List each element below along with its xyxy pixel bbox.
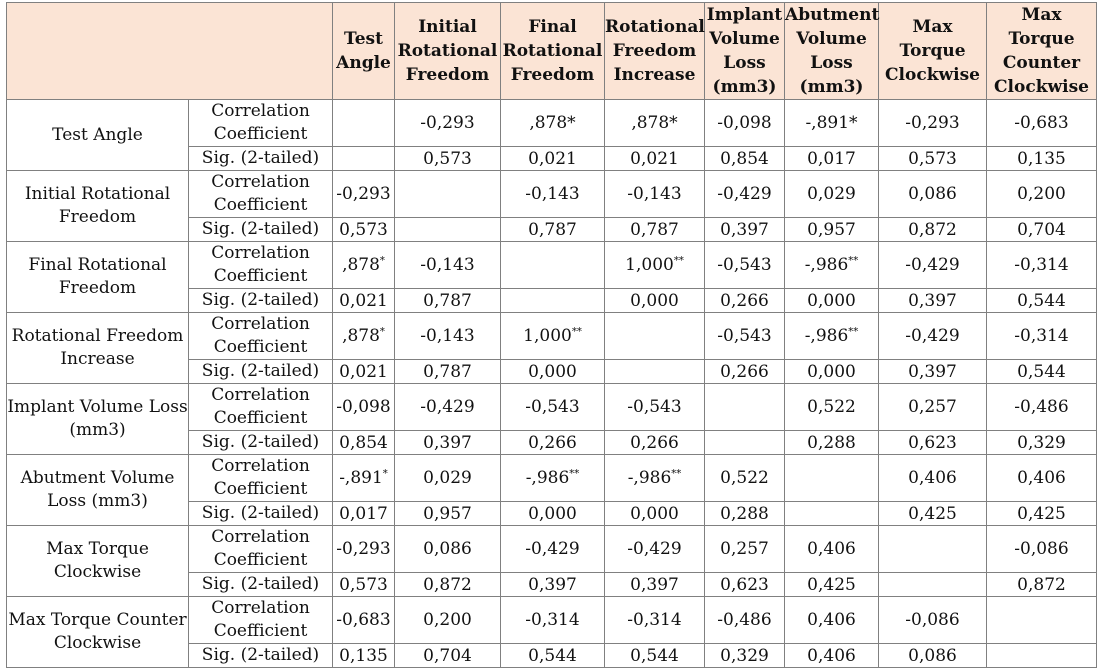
- col-header-test-angle: Test Angle: [333, 3, 395, 100]
- correlation-cell: [395, 171, 501, 218]
- correlation-cell: [785, 100, 879, 147]
- sig-value-cell: 0,544: [501, 644, 605, 668]
- correlation-cell: [785, 242, 879, 289]
- sig-value-cell: 0,397: [879, 360, 987, 384]
- significance-marker: *: [379, 326, 385, 338]
- correlation-cell: [785, 384, 879, 431]
- sig-value-cell: 0,397: [501, 573, 605, 597]
- correlation-value: -0,683: [1014, 113, 1069, 133]
- correlation-value: ,878: [342, 326, 380, 346]
- sig-value-cell: 0,704: [987, 218, 1097, 242]
- sig-value-cell: 0,704: [395, 644, 501, 668]
- sig-value-cell: 0,957: [785, 218, 879, 242]
- correlation-value: -0,543: [717, 326, 772, 346]
- correlation-value: -,986: [627, 468, 672, 488]
- sig-value-cell: 0,623: [879, 431, 987, 455]
- col-header-initial-rotational-freedom: Initial Rotational Freedom: [395, 3, 501, 100]
- sig-value-cell: 0,397: [395, 431, 501, 455]
- correlation-cell: [605, 100, 705, 147]
- correlation-value: 0,029: [423, 468, 472, 488]
- correlation-cell: [605, 242, 705, 289]
- correlation-cell: [605, 384, 705, 431]
- correlation-value: 1,000: [523, 326, 572, 346]
- sig-value-cell: 0,872: [987, 573, 1097, 597]
- sig-value-cell: 0,397: [605, 573, 705, 597]
- correlation-value: -,891: [339, 468, 383, 488]
- sig-value-cell: 0,000: [605, 502, 705, 526]
- sig-value-cell: 0,000: [501, 360, 605, 384]
- sig-value-cell: 0,135: [987, 147, 1097, 171]
- correlation-cell: [501, 455, 605, 502]
- correlation-value: 0,029: [807, 184, 856, 204]
- correlation-cell: [987, 455, 1097, 502]
- correlation-value: -0,314: [1014, 326, 1069, 346]
- significance-marker: *: [382, 468, 388, 480]
- significance-marker: *: [379, 255, 385, 267]
- correlation-cell: [395, 313, 501, 360]
- correlation-value: -0,429: [905, 255, 960, 275]
- stat-label-correlation: Correlation Coefficient: [189, 526, 333, 573]
- sig-value-cell: 0,017: [333, 502, 395, 526]
- col-header-implant-volume-loss: Implant Volume Loss (mm3): [705, 3, 785, 100]
- sig-value-cell: 0,854: [705, 147, 785, 171]
- sig-value-cell: 0,544: [987, 289, 1097, 313]
- correlation-cell: [605, 597, 705, 644]
- table-row: [7, 100, 1097, 147]
- sig-value-cell: 0,021: [605, 147, 705, 171]
- sig-value-cell: 0,787: [605, 218, 705, 242]
- sig-value-cell: 0,329: [705, 644, 785, 668]
- stat-label-correlation: Correlation Coefficient: [189, 384, 333, 431]
- correlation-cell: [987, 242, 1097, 289]
- correlation-value: -0,429: [627, 539, 682, 559]
- sig-value-cell: [879, 573, 987, 597]
- stat-label-sig: Sig. (2-tailed): [189, 218, 333, 242]
- correlation-value: -,986: [804, 326, 849, 346]
- col-header-max-torque-clockwise: Max Torque Clockwise: [879, 3, 987, 100]
- correlation-cell: [333, 597, 395, 644]
- correlation-cell: [333, 313, 395, 360]
- corner-cell: [7, 3, 333, 100]
- significance-marker: **: [671, 468, 682, 480]
- correlation-value: -,891*: [805, 113, 858, 133]
- correlation-cell: [501, 384, 605, 431]
- sig-value-cell: [395, 218, 501, 242]
- col-header-final-rotational-freedom: Final Rotational Freedom: [501, 3, 605, 100]
- sig-value-cell: [987, 644, 1097, 668]
- correlation-value: -,986: [525, 468, 570, 488]
- stat-label-correlation: Correlation Coefficient: [189, 242, 333, 289]
- correlation-cell: [395, 384, 501, 431]
- correlation-cell: [879, 313, 987, 360]
- significance-marker: **: [848, 326, 859, 338]
- correlation-cell: [395, 242, 501, 289]
- sig-value-cell: [785, 502, 879, 526]
- correlation-value: 0,406: [807, 610, 856, 630]
- correlation-cell: [987, 100, 1097, 147]
- correlation-value: -0,429: [420, 397, 475, 417]
- correlation-value: ,878*: [631, 113, 678, 133]
- row-label: Implant Volume Loss (mm3): [7, 384, 189, 455]
- stat-label-sig: Sig. (2-tailed): [189, 644, 333, 668]
- stat-label-sig: Sig. (2-tailed): [189, 573, 333, 597]
- sig-value-cell: 0,854: [333, 431, 395, 455]
- correlation-value: 0,086: [908, 184, 957, 204]
- sig-value-cell: 0,623: [705, 573, 785, 597]
- sig-value-cell: 0,406: [785, 644, 879, 668]
- correlation-cell: [501, 313, 605, 360]
- sig-value-cell: 0,425: [785, 573, 879, 597]
- correlation-value: 0,522: [720, 468, 769, 488]
- correlation-value: 1,000: [625, 255, 674, 275]
- table-row: [7, 384, 1097, 431]
- header-row: [7, 3, 1097, 100]
- col-header-abutment-volume-loss: Abutment Volume Loss (mm3): [785, 3, 879, 100]
- correlation-cell: [501, 171, 605, 218]
- correlation-value: -0,543: [627, 397, 682, 417]
- row-label: Abutment Volume Loss (mm3): [7, 455, 189, 526]
- sig-value-cell: 0,000: [501, 502, 605, 526]
- row-label: Max Torque Clockwise: [7, 526, 189, 597]
- correlation-cell: [879, 242, 987, 289]
- correlation-cell: [501, 242, 605, 289]
- correlation-cell: [785, 526, 879, 573]
- correlation-cell: [705, 171, 785, 218]
- correlation-value: -0,143: [627, 184, 682, 204]
- correlation-cell: [879, 171, 987, 218]
- sig-value-cell: 0,266: [501, 431, 605, 455]
- sig-value-cell: 0,397: [705, 218, 785, 242]
- sig-value-cell: 0,135: [333, 644, 395, 668]
- sig-value-cell: [501, 289, 605, 313]
- correlation-cell: [785, 313, 879, 360]
- correlation-value: -0,314: [627, 610, 682, 630]
- sig-value-cell: [705, 431, 785, 455]
- sig-value-cell: 0,021: [501, 147, 605, 171]
- sig-value-cell: 0,000: [785, 360, 879, 384]
- correlation-value: -0,143: [420, 255, 475, 275]
- stat-label-correlation: Correlation Coefficient: [189, 100, 333, 147]
- correlation-value: -0,293: [336, 184, 391, 204]
- correlation-value: ,878*: [529, 113, 576, 133]
- correlation-value: -0,543: [525, 397, 580, 417]
- sig-value-cell: 0,872: [395, 573, 501, 597]
- correlation-cell: [705, 100, 785, 147]
- row-label: Rotational Freedom Increase: [7, 313, 189, 384]
- sig-value-cell: 0,288: [705, 502, 785, 526]
- sig-value-cell: 0,266: [705, 360, 785, 384]
- correlation-cell: [705, 526, 785, 573]
- significance-marker: **: [848, 255, 859, 267]
- correlation-cell: [987, 313, 1097, 360]
- sig-value-cell: 0,425: [987, 502, 1097, 526]
- sig-value-cell: 0,957: [395, 502, 501, 526]
- sig-value-cell: 0,000: [605, 289, 705, 313]
- correlation-cell: [395, 100, 501, 147]
- correlation-cell: [395, 597, 501, 644]
- correlation-cell: [333, 171, 395, 218]
- correlation-cell: [501, 100, 605, 147]
- correlation-cell: [705, 455, 785, 502]
- correlation-value: 0,257: [720, 539, 769, 559]
- correlation-cell: [395, 455, 501, 502]
- correlation-value: -0,314: [1014, 255, 1069, 275]
- correlation-value: -0,143: [420, 326, 475, 346]
- correlation-value: 0,086: [423, 539, 472, 559]
- stat-label-sig: Sig. (2-tailed): [189, 289, 333, 313]
- significance-marker: **: [673, 255, 684, 267]
- correlation-cell: [705, 384, 785, 431]
- correlation-cell: [987, 597, 1097, 644]
- correlation-value: -0,486: [1014, 397, 1069, 417]
- sig-value-cell: 0,266: [705, 289, 785, 313]
- correlation-cell: [333, 526, 395, 573]
- table-row: [7, 313, 1097, 360]
- correlation-cell: [333, 384, 395, 431]
- correlation-value: 0,406: [1017, 468, 1066, 488]
- stat-label-sig: Sig. (2-tailed): [189, 502, 333, 526]
- correlation-value: 0,522: [807, 397, 856, 417]
- row-label: Final Rotational Freedom: [7, 242, 189, 313]
- correlation-value: -0,293: [905, 113, 960, 133]
- correlation-cell: [785, 455, 879, 502]
- correlation-value: -0,486: [717, 610, 772, 630]
- row-label: Max Torque Counter Clockwise: [7, 597, 189, 668]
- col-header-rotational-freedom-increase: Rotational Freedom Increase: [605, 3, 705, 100]
- sig-value-cell: 0,573: [395, 147, 501, 171]
- correlation-value: -0,098: [717, 113, 772, 133]
- correlation-cell: [605, 455, 705, 502]
- correlation-cell: [785, 597, 879, 644]
- correlation-value: 0,406: [908, 468, 957, 488]
- sig-value-cell: 0,397: [879, 289, 987, 313]
- correlation-value: ,878: [342, 255, 380, 275]
- sig-value-cell: 0,787: [395, 360, 501, 384]
- correlation-value: 0,200: [423, 610, 472, 630]
- significance-marker: **: [571, 326, 582, 338]
- correlation-value: -0,086: [1014, 539, 1069, 559]
- correlation-value: -0,098: [336, 397, 391, 417]
- sig-value-cell: 0,425: [879, 502, 987, 526]
- sig-value-cell: 0,872: [879, 218, 987, 242]
- stat-label-correlation: Correlation Coefficient: [189, 171, 333, 218]
- correlation-cell: [705, 313, 785, 360]
- correlation-value: -0,086: [905, 610, 960, 630]
- sig-value-cell: 0,544: [987, 360, 1097, 384]
- correlation-value: 0,406: [807, 539, 856, 559]
- table-row: [7, 242, 1097, 289]
- significance-marker: **: [569, 468, 580, 480]
- sig-value-cell: 0,787: [395, 289, 501, 313]
- table-row: [7, 171, 1097, 218]
- correlation-value: -0,429: [905, 326, 960, 346]
- sig-value-cell: 0,266: [605, 431, 705, 455]
- correlation-value: 0,257: [908, 397, 957, 417]
- correlation-cell: [987, 171, 1097, 218]
- correlation-table: [6, 2, 1097, 668]
- sig-value-cell: 0,288: [785, 431, 879, 455]
- correlation-value: -,986: [804, 255, 849, 275]
- row-label: Initial Rotational Freedom: [7, 171, 189, 242]
- sig-value-cell: [333, 147, 395, 171]
- correlation-cell: [705, 597, 785, 644]
- table-row: [7, 597, 1097, 644]
- correlation-cell: [333, 455, 395, 502]
- correlation-cell: [501, 597, 605, 644]
- sig-value-cell: 0,573: [879, 147, 987, 171]
- sig-value-cell: 0,329: [987, 431, 1097, 455]
- row-label: Test Angle: [7, 100, 189, 171]
- sig-value-cell: 0,573: [333, 218, 395, 242]
- stat-label-correlation: Correlation Coefficient: [189, 455, 333, 502]
- correlation-cell: [879, 455, 987, 502]
- correlation-cell: [605, 526, 705, 573]
- correlation-value: -0,143: [525, 184, 580, 204]
- correlation-cell: [987, 384, 1097, 431]
- table-row: [7, 526, 1097, 573]
- correlation-cell: [879, 597, 987, 644]
- correlation-cell: [879, 526, 987, 573]
- correlation-cell: [395, 526, 501, 573]
- correlation-value: -0,429: [525, 539, 580, 559]
- correlation-value: -0,429: [717, 184, 772, 204]
- stat-label-sig: Sig. (2-tailed): [189, 431, 333, 455]
- table-row: [7, 455, 1097, 502]
- correlation-cell: [987, 526, 1097, 573]
- sig-value-cell: 0,021: [333, 289, 395, 313]
- sig-value-cell: 0,787: [501, 218, 605, 242]
- col-header-max-torque-counter-clockwise: Max Torque Counter Clockwise: [987, 3, 1097, 100]
- sig-value-cell: 0,017: [785, 147, 879, 171]
- stat-label-correlation: Correlation Coefficient: [189, 313, 333, 360]
- sig-value-cell: 0,000: [785, 289, 879, 313]
- stat-label-correlation: Correlation Coefficient: [189, 597, 333, 644]
- correlation-cell: [705, 242, 785, 289]
- correlation-cell: [333, 100, 395, 147]
- sig-value-cell: 0,573: [333, 573, 395, 597]
- sig-value-cell: 0,021: [333, 360, 395, 384]
- correlation-cell: [785, 171, 879, 218]
- correlation-cell: [605, 171, 705, 218]
- stat-label-sig: Sig. (2-tailed): [189, 360, 333, 384]
- correlation-value: -0,293: [420, 113, 475, 133]
- sig-value-cell: 0,086: [879, 644, 987, 668]
- correlation-cell: [879, 384, 987, 431]
- correlation-cell: [879, 100, 987, 147]
- correlation-value: -0,683: [336, 610, 391, 630]
- correlation-cell: [333, 242, 395, 289]
- correlation-value: -0,543: [717, 255, 772, 275]
- sig-value-cell: [605, 360, 705, 384]
- correlation-value: -0,314: [525, 610, 580, 630]
- sig-value-cell: 0,544: [605, 644, 705, 668]
- correlation-cell: [501, 526, 605, 573]
- correlation-value: 0,200: [1017, 184, 1066, 204]
- correlation-value: -0,293: [336, 539, 391, 559]
- table-body: [7, 100, 1097, 668]
- correlation-cell: [605, 313, 705, 360]
- stat-label-sig: Sig. (2-tailed): [189, 147, 333, 171]
